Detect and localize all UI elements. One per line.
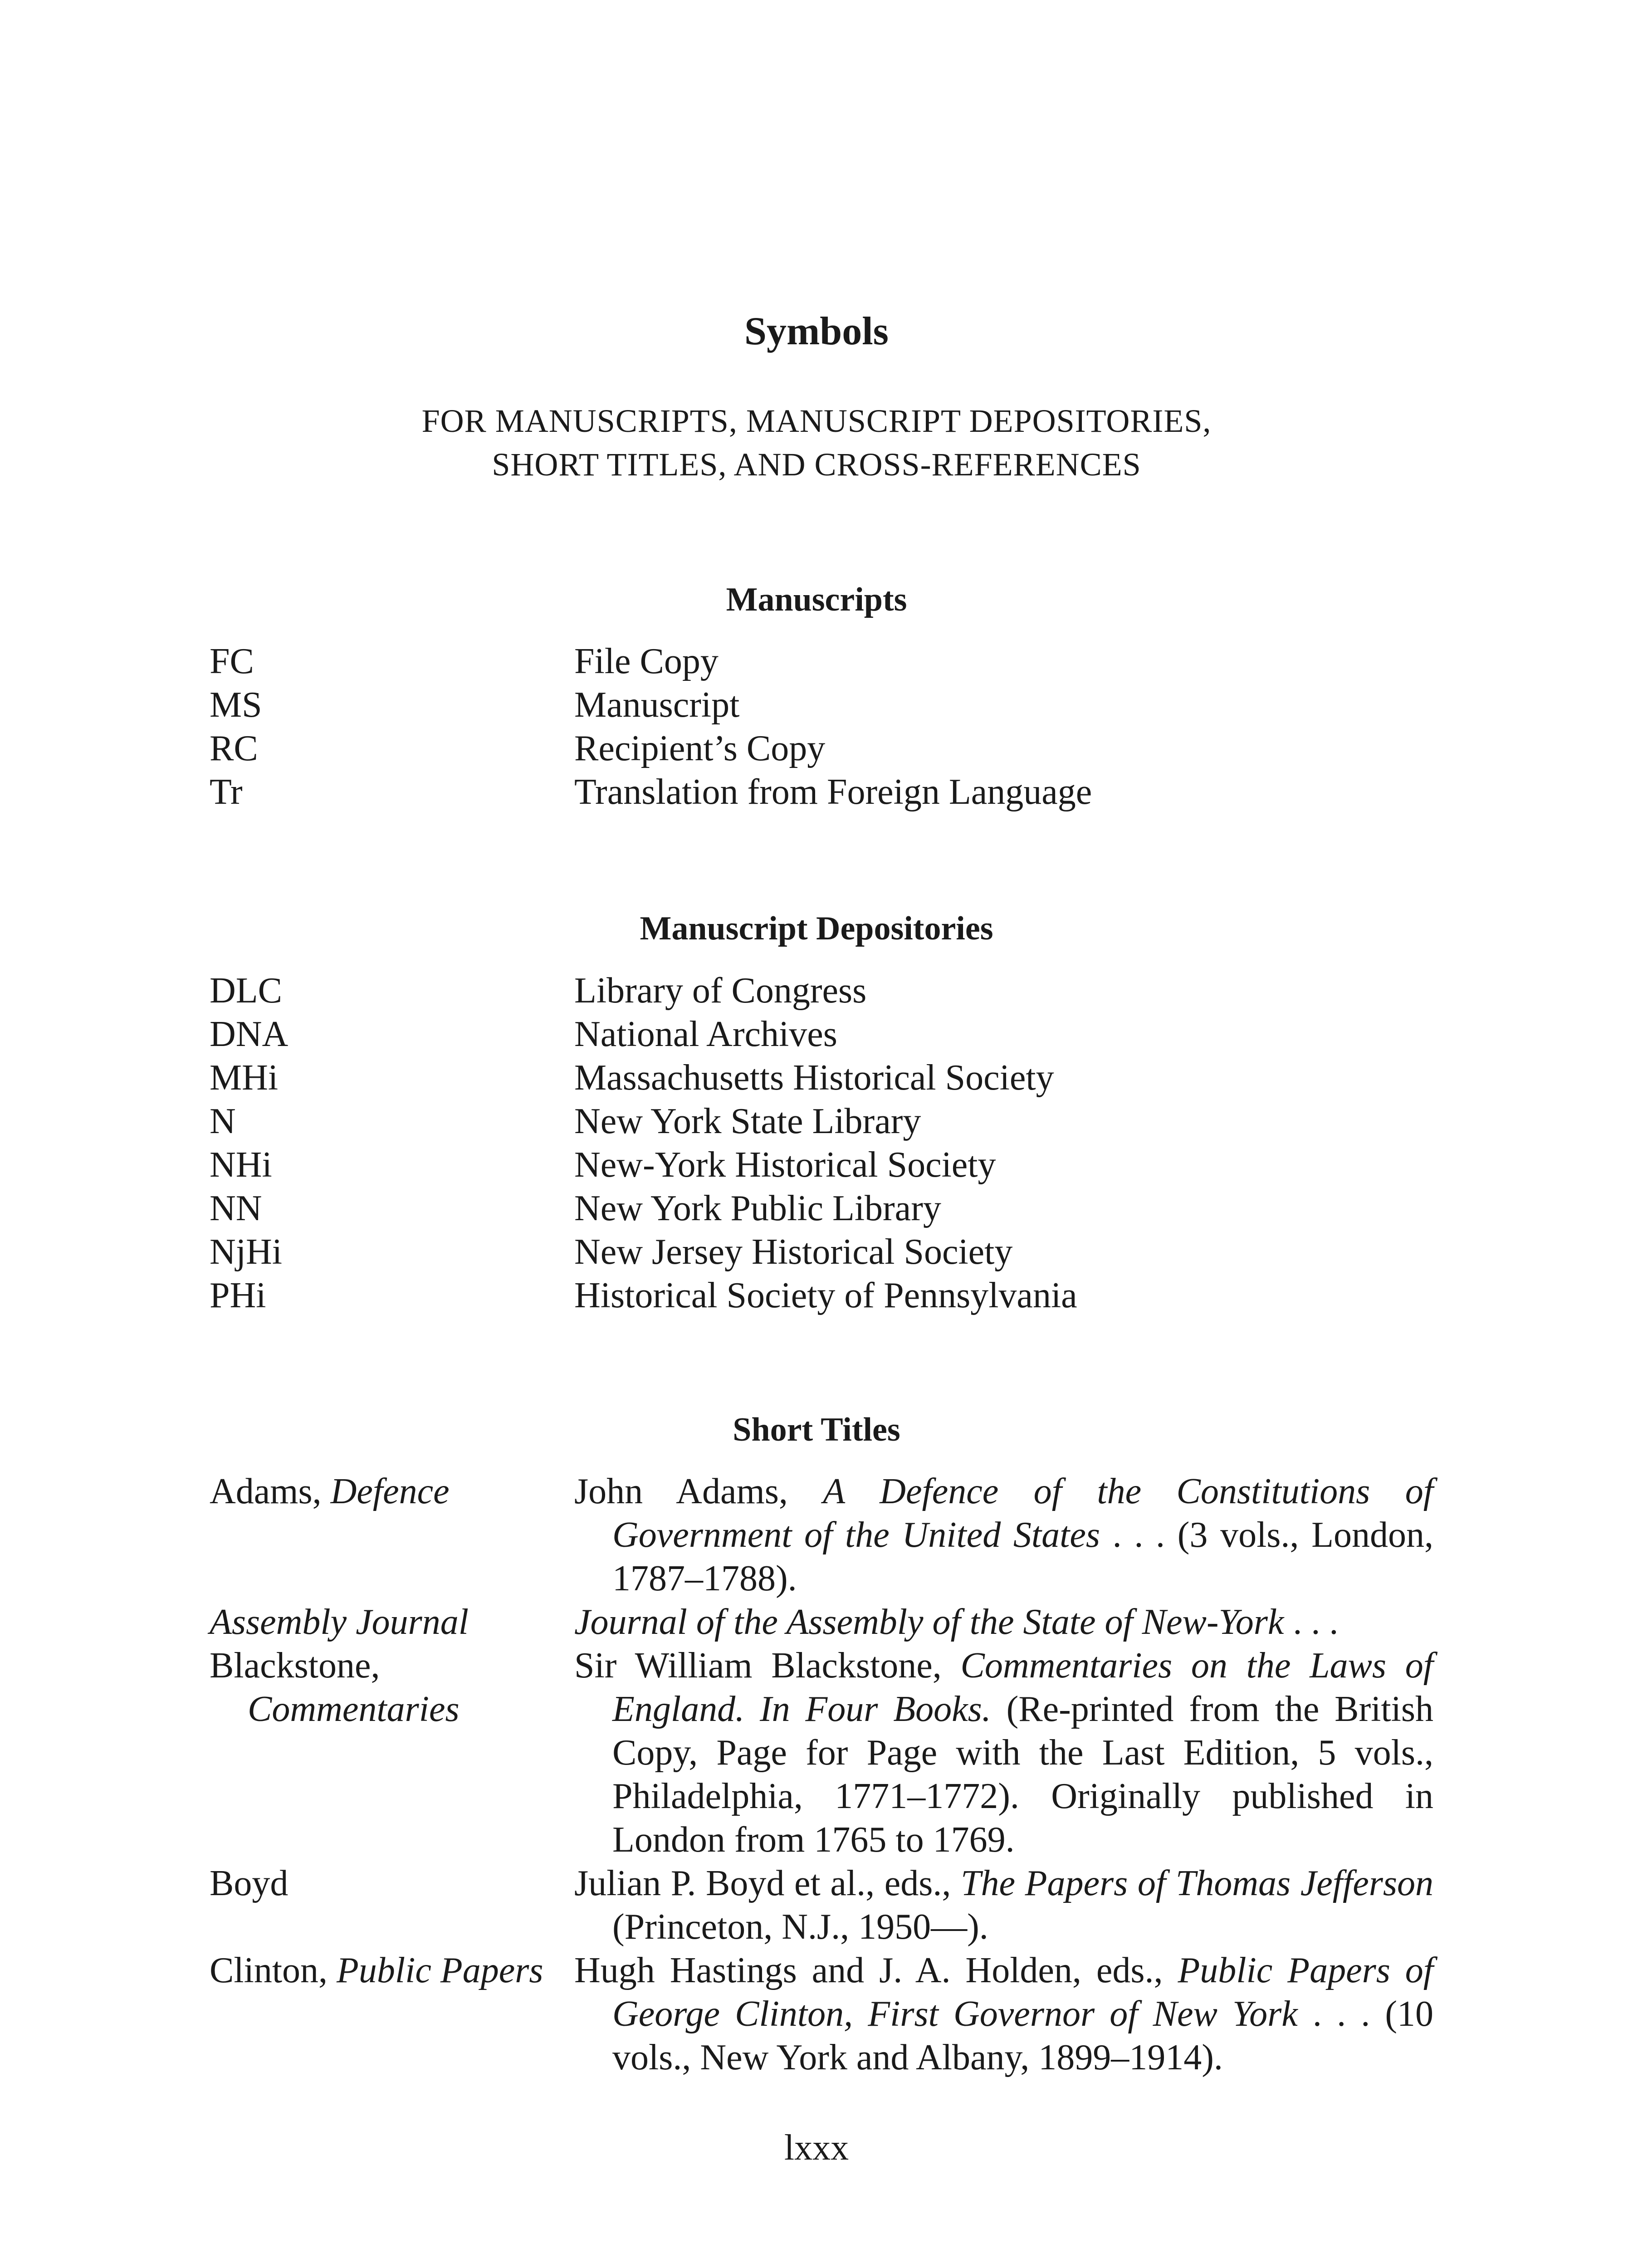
symbol-abbr: DNA (210, 1014, 288, 1054)
symbol-desc: New York State Library (574, 1101, 921, 1141)
symbol-desc: New-York Historical Society (574, 1145, 996, 1185)
text-run: Julian P. Boyd et al., eds., (574, 1863, 961, 1903)
symbol-desc: Translation from Foreign Language (574, 772, 1092, 812)
text-run: (Re-printed from the British Copy, Page for Page with the Last Edition, 5 vols., Philadelphia, 1771–1772). Originally published in London from 1765 to 1769. (612, 1689, 1433, 1860)
symbol-desc: Recipient’s Copy (574, 728, 826, 768)
short-title-citation (574, 1949, 1433, 2079)
italic-run: A Defence of the Constitutions of Government of the United States (612, 1471, 1434, 1555)
symbol-abbr: MS (210, 685, 262, 725)
short-title-citation (574, 1470, 1433, 1600)
italic-run: Commentaries (248, 1689, 460, 1729)
symbol-abbr: Tr (210, 772, 243, 812)
text-run: . . . (3 vols., London, 1787–1788). (612, 1515, 1433, 1598)
symbol-desc: Library of Congress (574, 971, 867, 1011)
symbol-desc: File Copy (574, 641, 719, 681)
section-heading-short-titles: Short Titles (733, 1411, 900, 1448)
text-run: Boyd (210, 1863, 288, 1903)
italic-run: Journal of the Assembly of the State of New-York (574, 1602, 1284, 1642)
symbol-abbr: RC (210, 728, 258, 768)
short-title-key (210, 1600, 583, 1644)
text-run: Adams, (210, 1471, 331, 1511)
page-number: lxxx (784, 2128, 849, 2168)
text-run: Sir William Blackstone, (574, 1646, 961, 1686)
symbol-desc: National Archives (574, 1014, 837, 1054)
symbol-desc: Historical Society of Pennsylvania (574, 1276, 1077, 1315)
short-title-key (210, 1949, 583, 1992)
italic-run: Commentaries on the Laws of England. In Four Books. (612, 1646, 1434, 1729)
short-title-citation (574, 1600, 1433, 1644)
symbol-abbr: N (210, 1101, 236, 1141)
symbol-abbr: PHi (210, 1276, 266, 1315)
section-heading-manuscripts: Manuscripts (726, 581, 907, 618)
symbol-desc: Massachusetts Historical Society (574, 1058, 1054, 1098)
symbol-abbr: DLC (210, 971, 282, 1011)
subtitle-line: SHORT TITLES, AND CROSS-REFERENCES (492, 446, 1141, 483)
text-run: . . . (10 vols., New York and Albany, 1899–1914). (612, 1994, 1433, 2077)
symbol-abbr: MHi (210, 1058, 279, 1098)
symbol-abbr: NN (210, 1188, 262, 1228)
subtitle-line: FOR MANUSCRIPTS, MANUSCRIPT DEPOSITORIES, (421, 403, 1212, 439)
italic-run: Public Papers (337, 1950, 543, 1990)
text-run: Hugh Hastings and J. A. Holden, eds., (574, 1950, 1178, 1990)
symbol-desc: New York Public Library (574, 1188, 941, 1228)
symbol-abbr: NjHi (210, 1232, 282, 1272)
text-run: (Princeton, N.J., 1950—). (612, 1907, 988, 1947)
text-run: Clinton, (210, 1950, 337, 1990)
text-run: . . . (1284, 1602, 1339, 1642)
section-heading-depositories: Manuscript Depositories (640, 910, 993, 947)
text-run: John Adams, (574, 1471, 823, 1511)
short-title-key (210, 1470, 583, 1513)
italic-run: Public Papers of George Clinton, First Governor of New York (612, 1950, 1433, 2034)
symbol-desc: New Jersey Historical Society (574, 1232, 1013, 1272)
text-run: Blackstone, (210, 1646, 380, 1686)
italic-run: Assembly Journal (210, 1602, 469, 1642)
symbol-abbr: NHi (210, 1145, 272, 1185)
short-title-key (210, 1644, 583, 1731)
short-title-citation (574, 1862, 1433, 1949)
short-title-key (210, 1862, 583, 1905)
page-subtitle (0, 399, 1633, 486)
italic-run: Defence (330, 1471, 450, 1511)
short-title-citation (574, 1644, 1433, 1862)
page-title: Symbols (744, 309, 889, 353)
symbol-abbr: FC (210, 641, 254, 681)
symbol-desc: Manuscript (574, 685, 740, 725)
italic-run: The Papers of Thomas Jefferson (960, 1863, 1433, 1903)
